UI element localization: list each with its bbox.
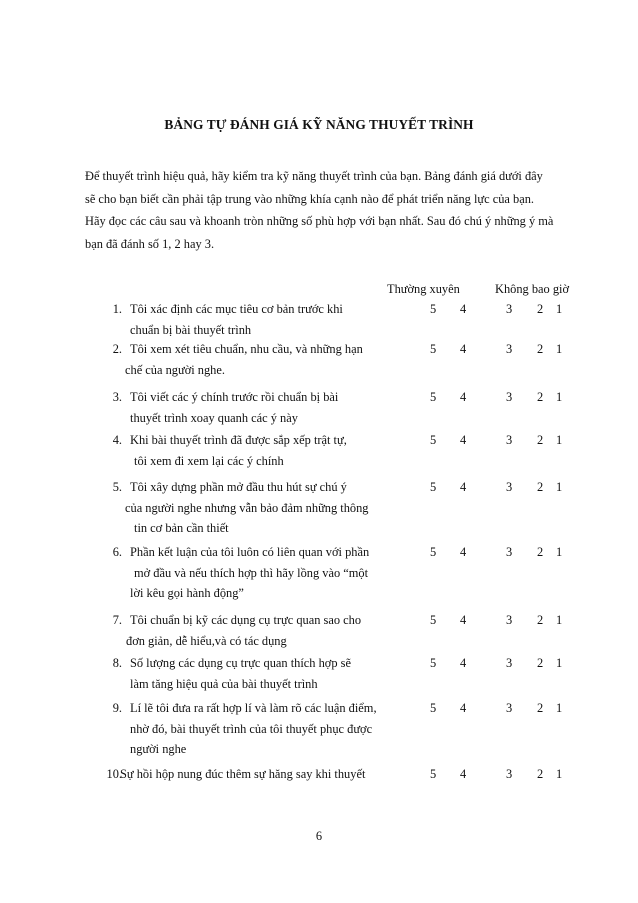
rating-option-1[interactable]: 1: [556, 767, 563, 781]
item-statement-line: Phần kết luận của tôi luôn có liên quan với phần: [130, 545, 370, 559]
item-number: 6.: [112, 545, 122, 559]
rating-option-4[interactable]: 4: [460, 390, 467, 404]
rating-option-3[interactable]: 3: [506, 701, 513, 715]
item-statement-line: làm tăng hiệu quả của bài thuyết trình: [130, 676, 318, 691]
rating-option-5[interactable]: 5: [430, 613, 437, 627]
rating-option-2[interactable]: 2: [537, 701, 544, 715]
item-number: 9.: [112, 701, 122, 715]
rating-option-4[interactable]: 4: [460, 767, 467, 781]
item-number: 3.: [112, 390, 122, 404]
intro-line: Hãy đọc các câu sau và khoanh tròn những số phù hợp với bạn nhất. Sau đó chú ý những ý mà: [85, 214, 554, 228]
rating-option-5[interactable]: 5: [430, 545, 437, 559]
rating-option-5[interactable]: 5: [430, 480, 437, 494]
item-statement-line: lời kêu gọi hành động”: [130, 586, 244, 600]
rating-option-2[interactable]: 2: [537, 433, 544, 447]
assessment-item: [0, 545, 638, 605]
item-statement-line: thuyết trình xoay quanh các ý này: [130, 410, 298, 425]
rating-option-1[interactable]: 1: [556, 656, 563, 670]
rating-option-4[interactable]: 4: [460, 480, 467, 494]
item-statement-line: chế của người nghe.: [125, 362, 225, 377]
rating-option-3[interactable]: 3: [506, 545, 513, 559]
rating-option-1[interactable]: 1: [556, 302, 563, 316]
rating-option-3[interactable]: 3: [506, 767, 513, 781]
rating-option-1[interactable]: 1: [556, 613, 563, 627]
item-statement-line: Sự hồi hộp nung đúc thêm sự hăng say khi thuyết: [120, 767, 366, 781]
item-statement-line: Tôi chuẩn bị kỹ các dụng cụ trực quan sao cho: [130, 613, 362, 627]
item-statement-line: Tôi viết các ý chính trước rồi chuẩn bị bài: [130, 390, 339, 404]
item-number: 10.: [106, 767, 122, 781]
item-statement-line: mở đầu và nếu thích hợp thì hãy lồng vào “một: [134, 565, 369, 580]
scale-header-never: Không bao giờ: [495, 282, 570, 296]
rating-option-5[interactable]: 5: [430, 767, 437, 781]
item-number: 4.: [112, 433, 122, 447]
rating-option-5[interactable]: 5: [430, 701, 437, 715]
rating-option-3[interactable]: 3: [506, 342, 513, 356]
rating-option-3[interactable]: 3: [506, 656, 513, 670]
rating-option-2[interactable]: 2: [537, 390, 544, 404]
intro-line: bạn đã đánh số 1, 2 hay 3.: [85, 236, 215, 251]
item-statement-line: Lí lẽ tôi đưa ra rất hợp lí và làm rõ các luận điểm,: [130, 701, 377, 715]
item-number: 8.: [112, 656, 122, 670]
item-statement-line: chuẩn bị bài thuyết trình: [130, 322, 252, 337]
rating-option-5[interactable]: 5: [430, 342, 437, 356]
rating-option-3[interactable]: 3: [506, 433, 513, 447]
rating-option-4[interactable]: 4: [460, 613, 467, 627]
rating-option-5[interactable]: 5: [430, 390, 437, 404]
item-statement-line: Tôi xác định các mục tiêu cơ bản trước khi: [130, 302, 343, 316]
item-statement-line: Tôi xem xét tiêu chuẩn, nhu cầu, và những hạn: [130, 342, 363, 356]
rating-option-2[interactable]: 2: [537, 480, 544, 494]
item-statement-line: Số lượng các dụng cụ trực quan thích hợp sẽ: [130, 656, 351, 670]
rating-option-1[interactable]: 1: [556, 433, 563, 447]
rating-option-2[interactable]: 2: [537, 342, 544, 356]
rating-option-5[interactable]: 5: [430, 656, 437, 670]
rating-option-1[interactable]: 1: [556, 701, 563, 715]
item-statement-line: nhờ đó, bài thuyết trình của tôi thuyết phục được: [130, 721, 373, 736]
intro-line: Để thuyết trình hiệu quả, hãy kiểm tra kỹ năng thuyết trình của bạn. Bảng đánh giá dưới đây: [85, 169, 543, 183]
assessment-item: [0, 767, 638, 827]
rating-option-4[interactable]: 4: [460, 342, 467, 356]
rating-option-3[interactable]: 3: [506, 613, 513, 627]
rating-option-2[interactable]: 2: [537, 302, 544, 316]
rating-option-5[interactable]: 5: [430, 302, 437, 316]
item-statement-line: tôi xem đi xem lại các ý chính: [134, 453, 284, 468]
rating-option-2[interactable]: 2: [537, 545, 544, 559]
item-number: 2.: [112, 342, 122, 356]
rating-option-4[interactable]: 4: [460, 302, 467, 316]
intro-line: sẽ cho bạn biết cần phải tập trung vào những khía cạnh nào để phát triển năng lực của bạn.: [85, 191, 535, 206]
rating-option-1[interactable]: 1: [556, 342, 563, 356]
assessment-item: [0, 480, 638, 540]
rating-option-1[interactable]: 1: [556, 390, 563, 404]
rating-option-2[interactable]: 2: [537, 767, 544, 781]
rating-option-2[interactable]: 2: [537, 656, 544, 670]
rating-option-4[interactable]: 4: [460, 545, 467, 559]
item-statement-line: tin cơ bản cần thiết: [134, 521, 229, 535]
rating-option-1[interactable]: 1: [556, 545, 563, 559]
item-number: 1.: [112, 302, 122, 316]
item-statement-line: của người nghe nhưng vẫn bảo đảm những thông: [125, 500, 369, 515]
rating-option-4[interactable]: 4: [460, 656, 467, 670]
rating-option-5[interactable]: 5: [430, 433, 437, 447]
assessment-item: [0, 701, 638, 761]
rating-option-2[interactable]: 2: [537, 613, 544, 627]
page-number: 6: [315, 829, 323, 843]
rating-option-4[interactable]: 4: [460, 433, 467, 447]
rating-option-3[interactable]: 3: [506, 390, 513, 404]
page-title: BẢNG TỰ ĐÁNH GIÁ KỸ NĂNG THUYẾT TRÌNH: [164, 117, 474, 132]
item-number: 5.: [112, 480, 122, 494]
rating-option-3[interactable]: 3: [506, 302, 513, 316]
item-statement-line: Khi bài thuyết trình đã được sắp xếp trật tự,: [130, 433, 347, 447]
intro-paragraph: [85, 165, 585, 255]
item-statement-line: Tôi xây dựng phần mở đầu thu hút sự chú ý: [130, 480, 347, 494]
item-statement-line: đơn giản, dễ hiểu,và có tác dụng: [126, 633, 287, 648]
rating-option-1[interactable]: 1: [556, 480, 563, 494]
item-statement-line: người nghe: [130, 742, 187, 756]
rating-option-4[interactable]: 4: [460, 701, 467, 715]
item-number: 7.: [112, 613, 122, 627]
rating-option-3[interactable]: 3: [506, 480, 513, 494]
scale-header-often: Thường xuyên: [387, 282, 460, 296]
